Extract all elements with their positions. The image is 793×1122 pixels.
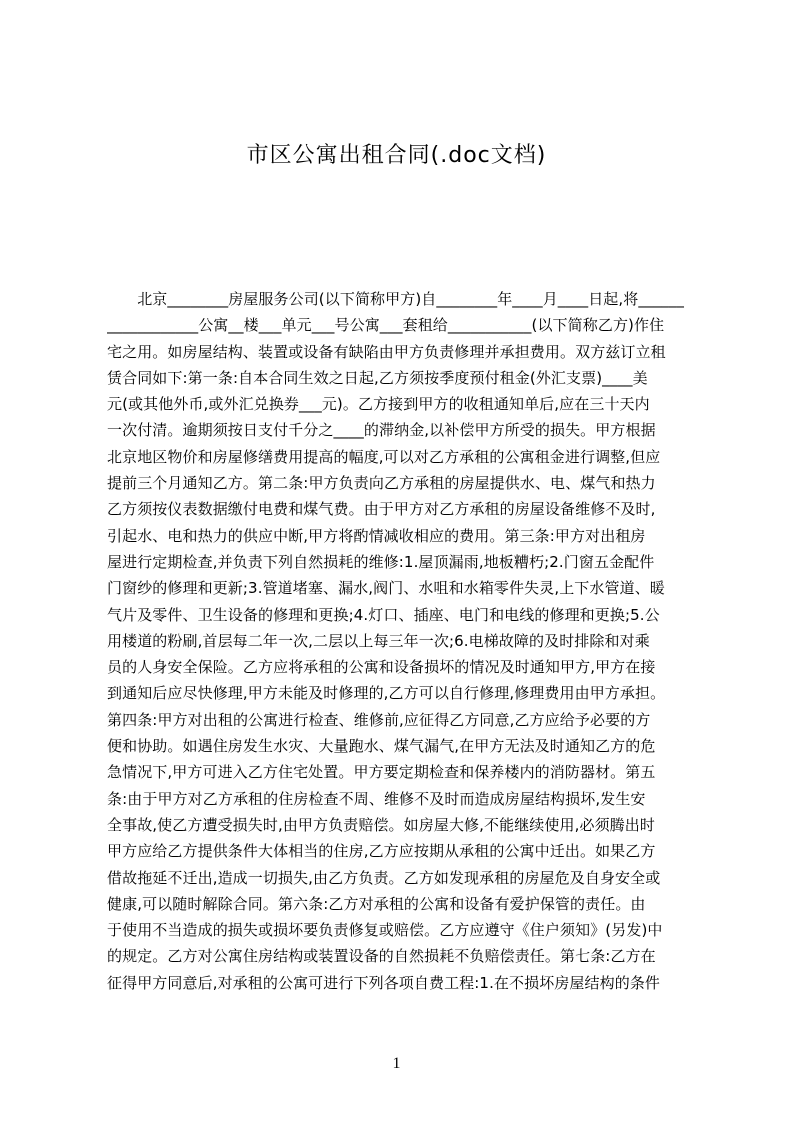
document-title: 市区公寓出租合同(.doc文档) [246, 143, 547, 168]
text-line: 引起水、电和热力的供应中断,甲方将酌情减收相应的费用。第三条:甲方对出租房 [107, 526, 646, 545]
text-line: 甲方应给乙方提供条件大体相当的住房,乙方应按期从承租的公寓中迁出。如果乙方 [107, 842, 656, 861]
text-line: 便和协助。如遇住房发生水灾、大量跑水、煤气漏气,在甲方无法及时通知乙方的危 [107, 737, 656, 756]
text-line: 北京地区物价和房屋修缮费用提高的幅度,可以对乙方承租的公寓租金进行调整,但应 [107, 447, 661, 466]
text-line: 全事故,使乙方遭受损失时,由甲方负责赔偿。如房屋大修,不能继续使用,必须腾出时 [107, 815, 655, 834]
text-line: 元(或其他外币,或外汇兑换券___元)。乙方接到甲方的收租通知单后,应在三十天内 [107, 395, 650, 414]
text-line: 北京________房屋服务公司(以下简称甲方)自________年____月____日起,将______ [107, 290, 684, 308]
page-number: 1 [392, 1055, 401, 1072]
text-line: 到通知后应尽快修理,甲方未能及时修理的,乙方可以自行修理,修理费用由甲方承担。 [107, 684, 666, 703]
text-line: 急情况下,甲方可进入乙方住宅处置。甲方要定期检查和保养楼内的消防器材。第五 [107, 763, 656, 782]
text-line: 于使用不当造成的损失或损坏要负责修复或赔偿。乙方应遵守《住户须知》(另发)中 [107, 921, 663, 940]
text-line: 员的人身安全保险。乙方应将承租的公寓和设备损坏的情况及时通知甲方,甲方在接 [107, 658, 656, 677]
text-line: 气片及零件、卫生设备的修理和更换;4.灯口、插座、电门和电线的修理和更换;5.公 [107, 605, 660, 624]
text-line: 第四条:甲方对出租的公寓进行检查、维修前,应征得乙方同意,乙方应给予必要的方 [107, 710, 651, 729]
text-line: 征得甲方同意后,对承租的公寓可进行下列各项自费工程:1.在不损坏房屋结构的条件 [107, 973, 661, 992]
text-line: 提前三个月通知乙方。第二条:甲方负责向乙方承租的房屋提供水、电、煤气和热力 [107, 474, 656, 493]
text-line: 的规定。乙方对公寓住房结构或装置设备的自然损耗不负赔偿责任。第七条:乙方在 [107, 947, 656, 966]
text-line: ____________公寓__楼___单元___号公寓___套租给___________(以下简称乙方)作住 [107, 316, 665, 335]
text-line: 健康,可以随时解除合同。第六条:乙方对承租的公寓和设备有爱护保管的责任。由 [107, 894, 646, 913]
text-line: 乙方须按仪表数据缴付电费和煤气费。由于甲方对乙方承租的房屋设备维修不及时, [107, 500, 656, 519]
text-line: 借故拖延不迁出,造成一切损失,由乙方负责。乙方如发现承租的房屋危及自身安全或 [107, 868, 661, 887]
text-line: 条:由于甲方对乙方承租的住房检查不周、维修不及时而造成房屋结构损坏,发生安 [107, 789, 646, 808]
text-line: 门窗纱的修理和更新;3.管道堵塞、漏水,阀门、水咀和水箱零件失灵,上下水管道、暖 [107, 579, 665, 598]
contract-body [107, 286, 699, 996]
text-line: 宅之用。如房屋结构、装置或设备有缺陷由甲方负责修理并承担费用。双方兹订立租 [107, 342, 666, 361]
text-line: 一次付清。逾期须按日支付千分之____的滞纳金,以补偿甲方所受的损失。甲方根据 [107, 421, 656, 440]
text-line: 用楼道的粉刷,首层每二年一次,二层以上每三年一次;6.电梯故障的及时排除和对乘 [107, 631, 650, 650]
text-line: 赁合同如下:第一条:自本合同生效之日起,乙方须按季度预付租金(外汇支票)____美 [107, 368, 648, 387]
text-line: 屋进行定期检查,并负责下列自然损耗的维修:1.屋顶漏雨,地板糟朽;2.门窗五金配件 [107, 552, 655, 571]
